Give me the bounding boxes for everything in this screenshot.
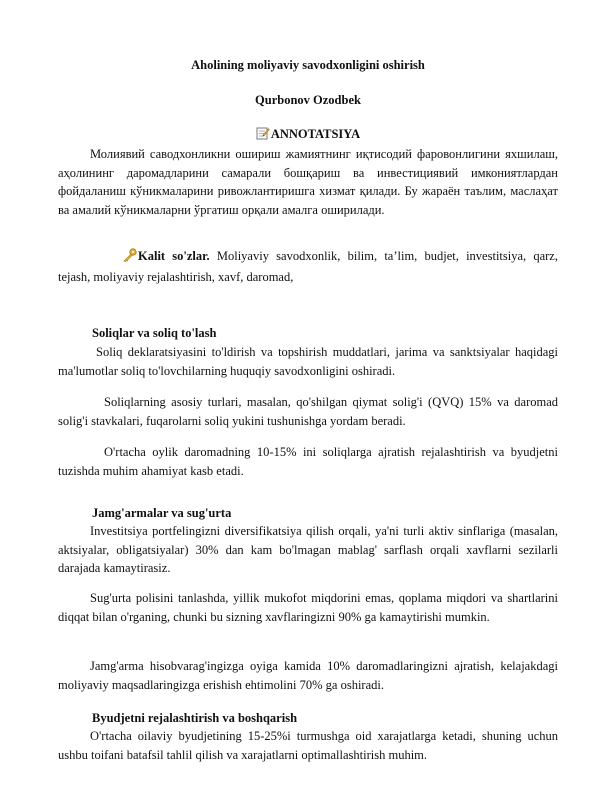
annotation-text: Молиявий саводхонликни ошириш жамиятнинг иқтисодий фаровонлигини яхшилаш, аҳолининг даромадларини самарали бошқариш ва инвестициявий имкониятлардан фойдаланиш кўникмаларини ривожлантиришга хизмат қилади. Бу жараён таълим, маслаҳат ва амалий кўникмаларни ўргатиш орқали амалга оширилади.	[58, 147, 558, 217]
section-heading-savings: Jamg'armalar va sug'urta	[92, 506, 232, 520]
document-author: Qurbonov Ozodbek	[255, 93, 361, 107]
section-paragraph: Sug'urta polisini tanlashda, yillik mukofot miqdorini emas, qoplama miqdori va shartlarini diqqat bilan o'rganing, chunki bu sizning xavflaringizni 90% ga kamaytirishi mumkin.	[58, 591, 558, 624]
section-paragraph: Investitsiya portfelingizni diversifikatsiya qilish orqali, ya'ni turli aktiv sinflariga (masalan, aktsiyalar, obligatsiyalar) 30% dan kam bo'lmagan mablag' sarflash orqali xavflarni sezilarli darajada kamaytirasiz.	[58, 524, 558, 575]
annotation-heading-row	[58, 126, 558, 144]
section-paragraph: O'rtacha oilaviy byudjetining 15-25%i turmushga oid xarajatlarga ketadi, shuning uchun ushbu toifani batafsil tahlil qilish va xarajatlarni optimallashtirish muhim.	[58, 729, 558, 762]
section-paragraph: Soliqlarning asosiy turlari, masalan, qo'shilgan qiymat solig'i (QVQ) 15% va daromad solig'i stavkalari, fuqarolarni soliq yukini tushunishga yordam beradi.	[58, 395, 558, 428]
section-paragraph: Jamg'arma hisobvarag'ingizga oyiga kamida 10% daromadlaringizni ajratish, kelajakdagi moliyaviy maqsadlaringizga erishish ehtimolini 70% ga oshiradi.	[58, 659, 558, 692]
document-title: Aholining moliyaviy savodxonligini oshirish	[191, 58, 425, 72]
keywords-text: Moliyaviy savodxonlik, bilim, ta’lim, budjet, investitsiya, qarz, tejash, moliyaviy rejalashtirish, xavf, daromad,	[58, 249, 558, 284]
section-paragraph: Soliq deklaratsiyasini to'ldirish va topshirish muddatlari, jarima va sanktsiyalar haqidagi ma'lumotlar soliq to'lovchilarning huquqiy savodxonligini oshiradi.	[58, 345, 558, 378]
section-heading-budget: Byudjetni rejalashtirish va boshqarish	[92, 711, 298, 725]
section-heading-taxes: Soliqlar va soliq to'lash	[92, 326, 217, 340]
annotation-heading: ANNOTATSIYA	[270, 127, 361, 141]
keywords-label: Kalit so'zlar.	[138, 249, 210, 263]
section-paragraph: O'rtacha oylik daromadning 10-15% ini soliqlarga ajratish rejalashtirish va byudjetni tuzishda muhim ahamiyat kasb etadi.	[58, 445, 558, 478]
keywords-paragraph	[58, 247, 558, 286]
memo-icon	[256, 126, 270, 144]
key-icon	[90, 248, 137, 268]
